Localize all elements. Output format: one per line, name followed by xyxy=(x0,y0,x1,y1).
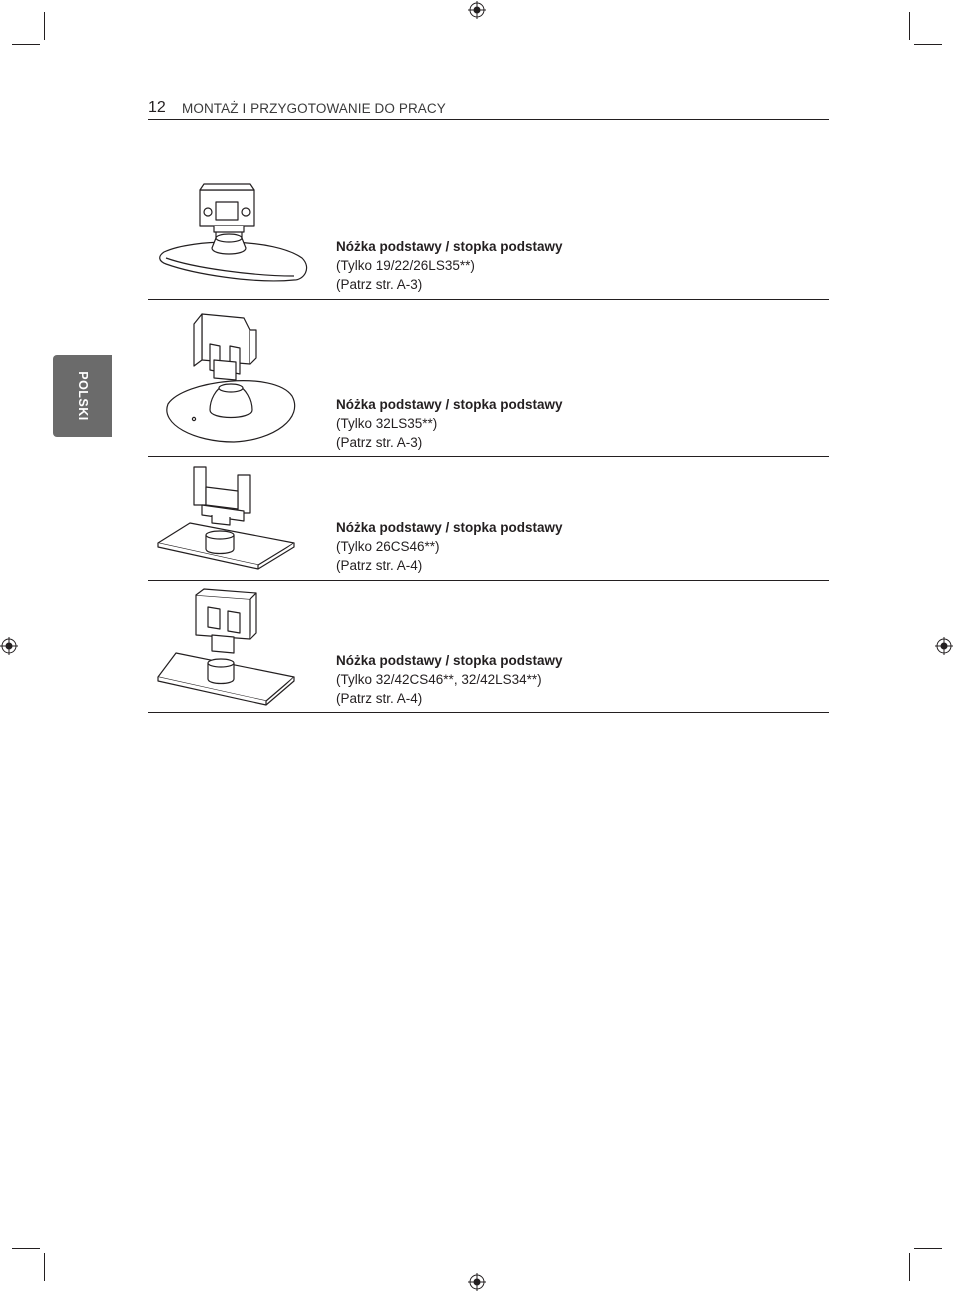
part-row xyxy=(148,457,829,581)
part-models: (Tylko 19/22/26LS35**) xyxy=(336,258,475,273)
part-title: Nóżka podstawy / stopka podstawy xyxy=(336,397,563,412)
registration-mark-icon xyxy=(0,637,18,655)
crop-mark xyxy=(12,1248,40,1249)
part-models: (Tylko 26CS46**) xyxy=(336,539,440,554)
page-number: 12 xyxy=(148,99,166,116)
part-models: (Tylko 32LS35**) xyxy=(336,416,438,431)
part-description xyxy=(336,518,563,575)
part-page-ref: (Patrz str. A-3) xyxy=(336,277,423,292)
part-row xyxy=(148,581,829,713)
part-models: (Tylko 32/42CS46**, 32/42LS34**) xyxy=(336,672,542,687)
crop-mark xyxy=(909,1253,910,1281)
crop-mark xyxy=(44,12,45,40)
registration-mark-icon xyxy=(468,1273,486,1291)
part-title: Nóżka podstawy / stopka podstawy xyxy=(336,520,563,535)
stand-body-base-illustration-icon xyxy=(154,300,314,450)
crop-mark xyxy=(44,1253,45,1281)
part-row xyxy=(148,300,829,457)
part-page-ref: (Patrz str. A-4) xyxy=(336,691,423,706)
part-title: Nóżka podstawy / stopka podstawy xyxy=(336,653,563,668)
crop-mark xyxy=(12,44,40,45)
stand-body-base-illustration-icon xyxy=(154,581,314,707)
section-title: MONTAŻ I PRZYGOTOWANIE DO PRACY xyxy=(182,101,446,116)
part-description xyxy=(336,237,563,294)
registration-mark-icon xyxy=(935,637,953,655)
stand-body-base-illustration-icon xyxy=(154,180,314,292)
part-row xyxy=(148,180,829,300)
language-tab-label: POLSKI xyxy=(75,371,90,421)
crop-mark xyxy=(909,12,910,40)
stand-body-base-illustration-icon xyxy=(154,457,314,575)
part-title: Nóżka podstawy / stopka podstawy xyxy=(336,239,563,254)
page-header xyxy=(148,98,829,120)
part-description xyxy=(336,395,563,452)
crop-mark xyxy=(914,44,942,45)
registration-mark-icon xyxy=(468,1,486,19)
language-tab xyxy=(53,355,112,437)
part-description xyxy=(336,651,563,708)
crop-mark xyxy=(914,1248,942,1249)
part-page-ref: (Patrz str. A-3) xyxy=(336,435,423,450)
part-page-ref: (Patrz str. A-4) xyxy=(336,558,423,573)
